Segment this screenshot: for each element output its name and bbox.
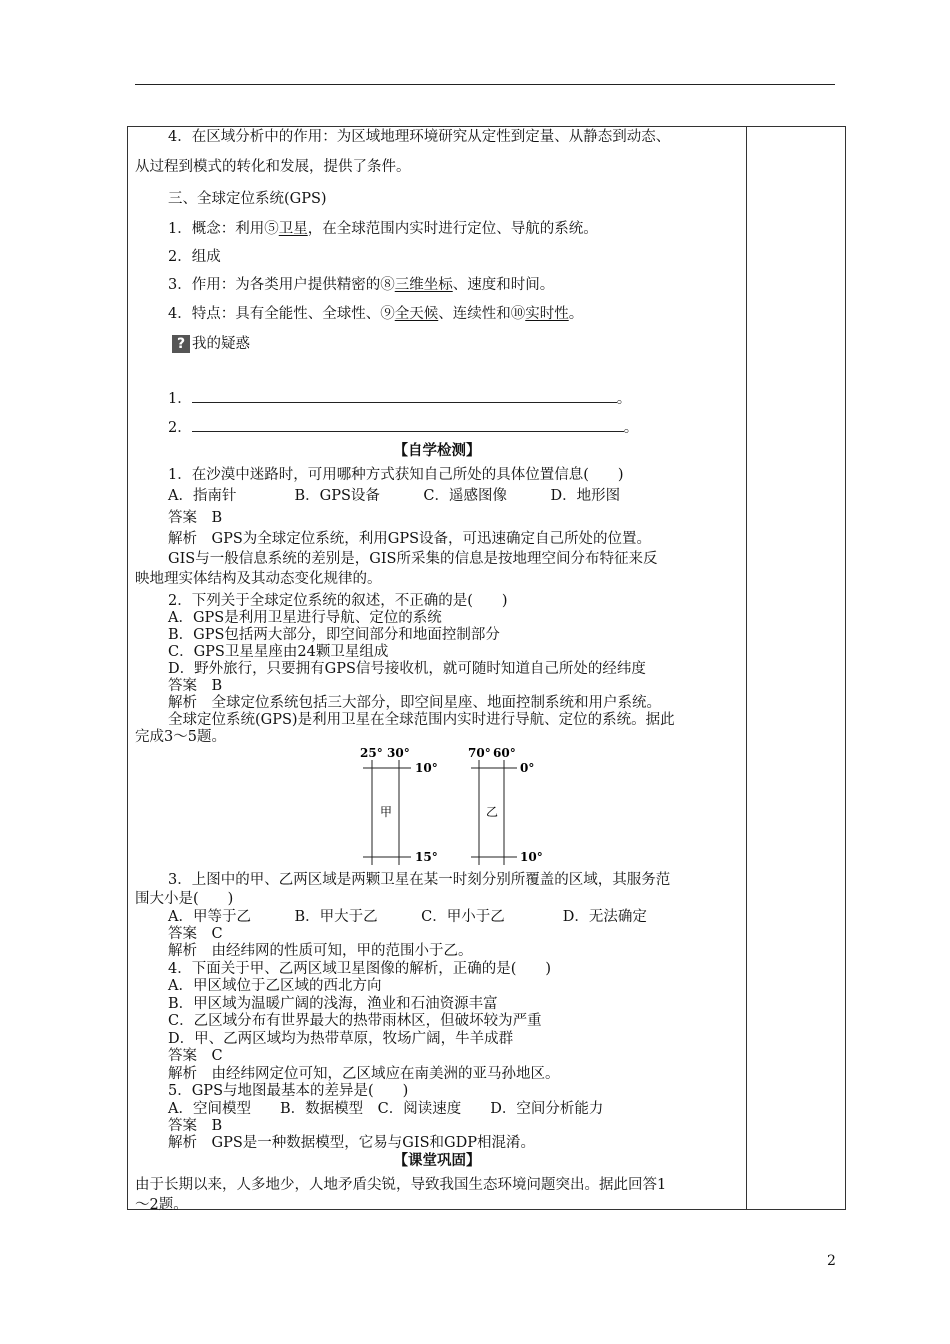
answer-underlined: 卫星 — [278, 221, 308, 237]
text-line: 从过程到模式的转化和发展，提供了条件。 — [135, 159, 411, 175]
explanation: 解析 GPS是一种数据模型，它易与GIS和GDP相混淆。 — [168, 1135, 535, 1151]
answer: 答案 C — [168, 1048, 223, 1064]
question-icon: ? — [172, 335, 190, 353]
text-line: 2．组成 — [168, 249, 221, 265]
text-line: 4．特点：具有全能性、全球性、⑨全天候、连续性和⑩实时性。 — [168, 306, 584, 322]
region-label-yi: 乙 — [486, 805, 499, 819]
lon-label: 30° — [387, 746, 410, 760]
intro-line: 全球定位系统(GPS)是利用卫星在全球范围内实时进行导航、定位的系统。据此 — [168, 712, 675, 728]
option: D．野外旅行，只要拥有GPS信号接收机，就可随时知道自己所处的经纬度 — [168, 661, 646, 677]
fill-blank[interactable] — [192, 390, 617, 403]
question-1-options: A．指南针 B．GPS设备 C．遥感图像 D．地形图 — [168, 488, 621, 504]
graticule-figure — [360, 743, 560, 870]
answer-underlined: 实时性 — [525, 306, 569, 322]
header-rule — [135, 84, 835, 85]
doubt-heading: ? 我的疑惑 — [172, 335, 250, 353]
region-yi-panel — [468, 746, 543, 865]
text-line: 1．概念：利用⑤卫星，在全球范围内实时进行定位、导航的系统。 — [168, 221, 598, 237]
question-2: 2．下列关于全球定位系统的叙述，不正确的是( ) — [168, 593, 508, 609]
question-3: 3．上图中的甲、乙两区域是两颗卫星在某一时刻分别所覆盖的区域，其服务范 — [168, 872, 671, 888]
option: A．GPS是利用卫星进行导航、定位的系统 — [168, 610, 442, 626]
answer: 答案 B — [168, 1118, 223, 1134]
fill-blank[interactable] — [192, 419, 624, 432]
answer-underlined: 三维坐标 — [394, 277, 453, 293]
lat-label: 10° — [415, 761, 438, 775]
question-1: 1．在沙漠中迷路时，可用哪种方式获知自己所处的具体位置信息( ) — [168, 467, 624, 483]
table-column-divider — [746, 126, 747, 1210]
text-line: 4．在区域分析中的作用：为区域地理环境研究从定性到定量、从静态到动态、 — [168, 129, 671, 145]
note-line: GIS与一般信息系统的差别是，GIS所采集的信息是按地理空间分布特征来反 — [168, 551, 658, 567]
question-4: 4．下面关于甲、乙两区域卫星图像的解析，正确的是( ) — [168, 961, 552, 977]
answer: 答案 B — [168, 510, 223, 526]
lat-label: 10° — [520, 850, 543, 864]
section-title-consolidation: 【课堂巩固】 — [393, 1152, 481, 1169]
text-line: 由于长期以来，人多地少，人地矛盾尖锐，导致我国生态环境问题突出。据此回答1 — [135, 1177, 667, 1193]
option: B．甲区域为温暖广阔的浅海，渔业和石油资源丰富 — [168, 996, 498, 1012]
blank-line-2: 2． 。 — [168, 420, 639, 436]
text-line: 3．作用：为各类用户提供精密的⑧三维坐标、速度和时间。 — [168, 277, 555, 293]
question-5-options: A．空间模型 B．数据模型 C．阅读速度 D．空间分析能力 — [168, 1101, 604, 1117]
lon-label: 25° — [360, 746, 383, 760]
option: C．GPS卫星星座由24颗卫星组成 — [168, 644, 389, 660]
question-3-options: A．甲等于乙 B．甲大于乙 C．甲小于乙 D．无法确定 — [168, 909, 647, 925]
lon-label: 60° — [493, 746, 516, 760]
text-line: ～2题。 — [135, 1197, 188, 1213]
lon-label: 70° — [468, 746, 491, 760]
answer: 答案 B — [168, 678, 223, 694]
answer-underlined: 全天候 — [394, 306, 439, 322]
lat-label: 0° — [520, 761, 535, 775]
region-label-jia: 甲 — [380, 805, 393, 819]
explanation: 解析 由经纬网定位可知，乙区域应在南美洲的亚马孙地区。 — [168, 1066, 560, 1082]
explanation: 解析 GPS为全球定位系统，利用GPS设备，可迅速确定自己所处的位置。 — [168, 531, 652, 547]
section-title-self-test: 【自学检测】 — [393, 442, 481, 459]
explanation: 解析 全球定位系统包括三大部分，即空间星座、地面控制系统和用户系统。 — [168, 695, 661, 711]
blank-line-1: 1． 。 — [168, 391, 632, 407]
region-jia-panel — [360, 746, 438, 865]
intro-line: 完成3～5题。 — [135, 729, 226, 745]
option: B．GPS包括两大部分，即空间部分和地面控制部分 — [168, 627, 500, 643]
option: C．乙区域分布有世界最大的热带雨林区，但破坏较为严重 — [168, 1013, 542, 1029]
answer: 答案 C — [168, 926, 223, 942]
option: D．甲、乙两区域均为热带草原，牧场广阔，牛羊成群 — [168, 1031, 514, 1047]
question-3-cont: 围大小是( ) — [135, 891, 234, 907]
note-line: 映地理实体结构及其动态变化规律的。 — [135, 571, 382, 587]
explanation: 解析 由经纬网的性质可知，甲的范围小于乙。 — [168, 943, 473, 959]
question-5: 5．GPS与地图最基本的差异是( ) — [168, 1083, 409, 1099]
lat-label: 15° — [415, 850, 438, 864]
option: A．甲区域位于乙区域的西北方向 — [168, 978, 382, 994]
page-number: 2 — [827, 1253, 836, 1269]
section-heading-gps: 三、全球定位系统(GPS) — [168, 191, 327, 207]
